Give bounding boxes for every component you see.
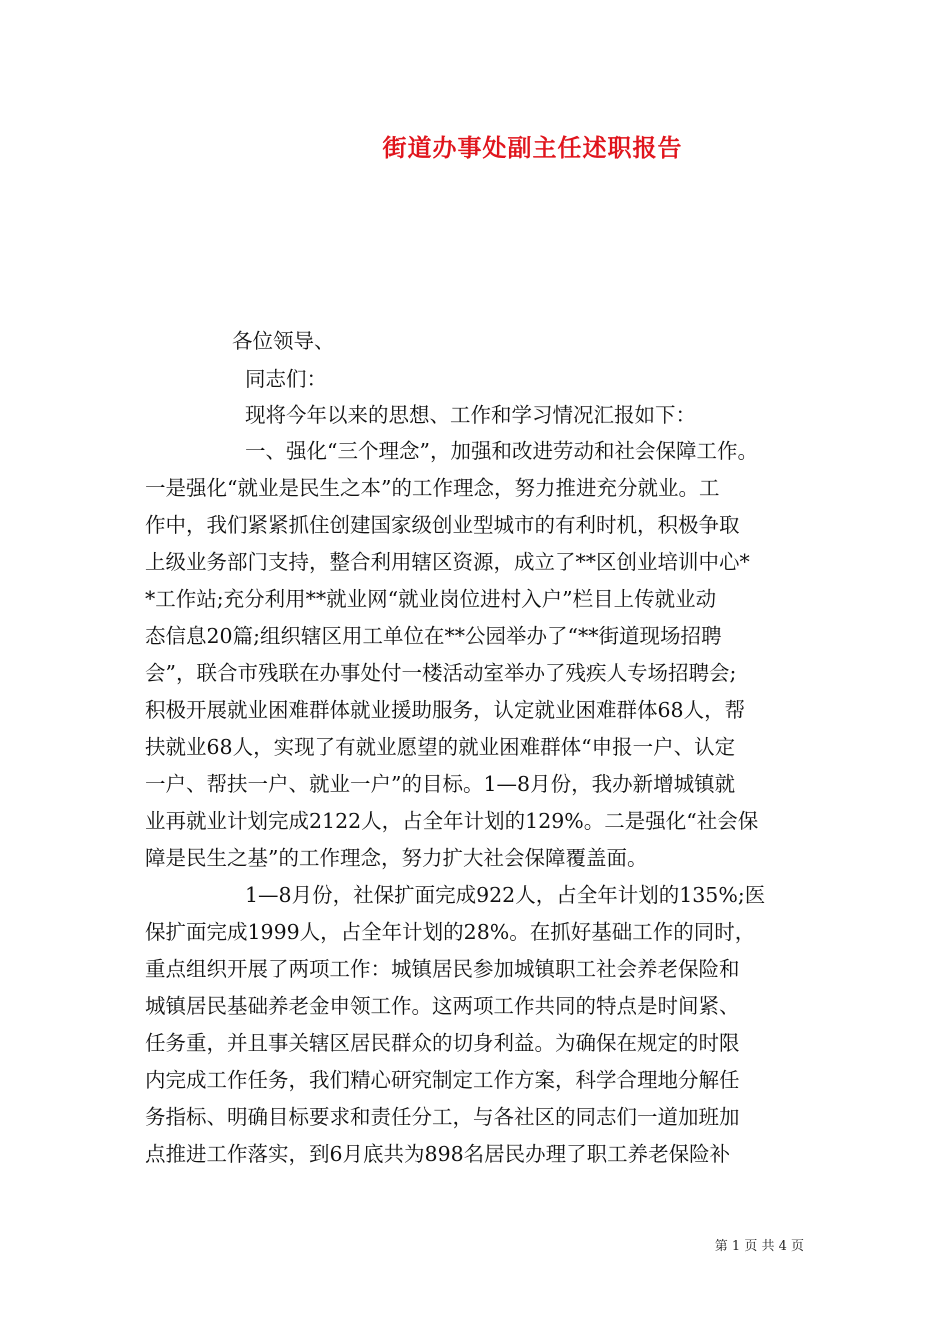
- text-line: 1—8月份，社保扩面完成922人，占全年计划的135%;医: [245, 883, 766, 907]
- text-line: 态信息20篇;组织辖区用工单位在**公园举办了“**街道现场招聘: [145, 624, 722, 648]
- text-line: 保扩面完成1999人，占全年计划的28%。在抓好基础工作的同时，: [145, 920, 756, 944]
- text-line: 障是民生之基”的工作理念，努力扩大社会保障覆盖面。: [145, 846, 648, 870]
- text-line: 一、强化“三个理念”，加强和改进劳动和社会保障工作。: [245, 439, 758, 463]
- text-line: 各位领导、: [232, 329, 335, 353]
- text-line: 积极开展就业困难群体就业援助服务，认定就业困难群体68人，帮: [145, 698, 746, 722]
- text-line: 上级业务部门支持，整合利用辖区资源，成立了**区创业培训中心*: [145, 550, 750, 574]
- text-line: 一户、帮扶一户、就业一户”的目标。1—8月份，我办新增城镇就: [145, 772, 736, 796]
- page-footer: 第 1 页 共 4 页: [714, 1239, 804, 1254]
- text-line: 任务重，并且事关辖区居民群众的切身利益。为确保在规定的时限: [145, 1031, 740, 1055]
- text-line: 内完成工作任务，我们精心研究制定工作方案，科学合理地分解任: [145, 1068, 740, 1092]
- text-line: 重点组织开展了两项工作：城镇居民参加城镇职工社会养老保险和: [145, 957, 740, 981]
- text-line: 一是强化“就业是民生之本”的工作理念，努力推进充分就业。工: [145, 476, 720, 500]
- text-line: *工作站;充分利用**就业网“就业岗位进村入户”栏目上传就业动: [145, 587, 717, 611]
- text-line: 扶就业68人，实现了有就业愿望的就业困难群体“申报一户、认定: [145, 735, 736, 759]
- document-title: 街道办事处副主任述职报告: [382, 133, 683, 162]
- text-line: 点推进工作落实，到6月底共为898名居民办理了职工养老保险补: [145, 1142, 731, 1166]
- text-line: 城镇居民基础养老金申领工作。这两项工作共同的特点是时间紧、: [145, 994, 740, 1018]
- text-line: 业再就业计划完成2122人，占全年计划的129%。二是强化“社会保: [145, 809, 759, 833]
- text-line: 作中，我们紧紧抓住创建国家级创业型城市的有利时机，积极争取: [145, 513, 740, 537]
- text-line: 会”，联合市残联在办事处付一楼活动室举办了残疾人专场招聘会;: [145, 661, 737, 685]
- text-line: 务指标、明确目标要求和责任分工，与各社区的同志们一道加班加: [145, 1105, 740, 1129]
- text-line: 同志们：: [245, 367, 327, 391]
- text-line: 现将今年以来的思想、工作和学习情况汇报如下：: [245, 403, 696, 427]
